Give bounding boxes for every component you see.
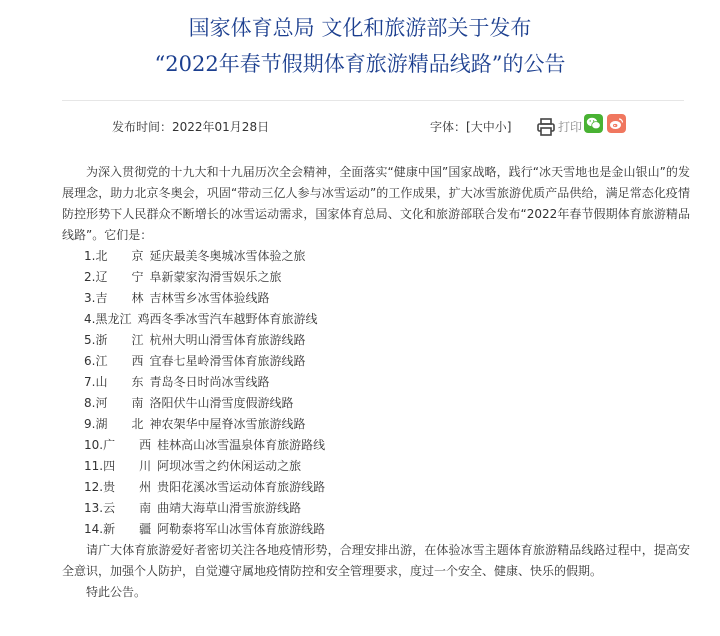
route-name: 宜春七星岭滑雪体育旅游线路 [149,354,306,368]
weibo-share-button[interactable] [607,114,626,133]
route-province: 四 川 [103,459,152,473]
route-item [62,519,690,540]
sign-off: 特此公告。 [86,585,147,599]
share-bar [584,114,626,133]
font-large-link[interactable]: 大 [470,120,483,134]
weibo-icon [609,117,624,130]
route-number: 8. [84,396,96,410]
route-number: 11. [84,459,104,473]
route-province: 江 西 [95,354,144,368]
route-province: 吉 林 [95,291,144,305]
route-number: 6. [84,354,96,368]
publish-date: 发布时间：2022年01月28日 [112,120,270,134]
print-button[interactable] [536,116,582,138]
route-name: 吉林雪乡冰雪体验线路 [149,291,270,305]
route-item [62,456,690,477]
wechat-icon [586,117,601,130]
route-item [62,498,690,519]
route-number: 4. [84,312,96,326]
route-item [62,309,690,330]
route-number: 14. [84,522,104,536]
font-size-label: 字体： [430,120,467,134]
route-number: 1. [84,249,96,263]
route-province: 新 疆 [103,522,152,536]
font-size-control [430,116,511,138]
font-bracket-open: [ [466,120,471,134]
route-number: 5. [84,333,96,347]
route-number: 9. [84,417,96,431]
printer-icon [536,118,556,136]
route-province: 山 东 [95,375,144,389]
route-province: 浙 江 [95,333,144,347]
route-province: 云 南 [103,501,152,515]
closing-paragraph: 请广大体育旅游爱好者密切关注各地疫情形势，合理安排出游，在体验冰雪主题体育旅游精品线路过程中，提高安全意识，加强个人防护，自觉遵守属地疫情防控和安全管理要求，度过一个安全、健康、快乐的假期。 [62,543,690,578]
route-name: 洛阳伏牛山滑雪度假游线路 [149,396,294,410]
route-item [62,288,690,309]
route-list [62,246,690,540]
route-item [62,393,690,414]
divider [62,100,684,101]
route-item [62,435,690,456]
title-line-2: “2022年春节假期体育旅游精品线路”的公告 [154,52,566,76]
route-name: 阿坝冰雪之约休闲运动之旅 [157,459,302,473]
route-province: 黑龙江 [95,312,132,326]
wechat-share-button[interactable] [584,114,603,133]
route-province: 河 南 [95,396,144,410]
font-bracket-close: ] [506,120,512,134]
route-province: 广 西 [103,438,152,452]
route-province: 贵 州 [103,480,152,494]
route-number: 7. [84,375,96,389]
route-item [62,351,690,372]
route-province: 辽 宁 [95,270,144,284]
route-name: 青岛冬日时尚冰雪线路 [149,375,270,389]
font-medium-link[interactable]: 中 [482,120,495,134]
route-item [62,330,690,351]
route-name: 神农架华中屋脊冰雪旅游线路 [149,417,306,431]
route-item [62,477,690,498]
route-item [62,414,690,435]
route-name: 贵阳花溪冰雪运动体育旅游线路 [157,480,326,494]
font-small-link[interactable]: 小 [494,120,507,134]
route-number: 2. [84,270,96,284]
article-body [62,162,690,603]
route-name: 阜新蒙家沟滑雪娱乐之旅 [149,270,282,284]
intro-paragraph: 为深入贯彻党的十九大和十九届历次全会精神，全面落实“健康中国”国家战略，践行“冰天雪地也是金山银山”的发展理念，助力北京冬奥会，巩固“带动三亿人参与冰雪运动”的工作成果，扩大冰雪旅游优质产品供给，满足常态化疫情防控形势下人民群众不断增长的冰雪运动需求，国家体育总局、文化和旅游部联合发布“2022年春节假期体育旅游精品线路”。它们是： [62,165,690,242]
route-name: 桂林高山冰雪温泉体育旅游路线 [157,438,326,452]
title-line-1: 国家体育总局 文化和旅游部关于发布 [188,16,532,40]
route-name: 曲靖大海草山滑雪旅游线路 [157,501,302,515]
route-item [62,372,690,393]
route-item [62,267,690,288]
page-title [0,10,720,82]
route-number: 13. [84,501,104,515]
print-label: 打印 [558,120,583,134]
route-name: 延庆最美冬奥城冰雪体验之旅 [149,249,306,263]
route-number: 12. [84,480,104,494]
route-number: 10. [84,438,104,452]
route-province: 湖 北 [95,417,144,431]
route-item [62,246,690,267]
route-province: 北 京 [95,249,144,263]
route-name: 杭州大明山滑雪体育旅游线路 [149,333,306,347]
route-name: 鸡西冬季冰雪汽车越野体育旅游线 [137,312,318,326]
route-number: 3. [84,291,96,305]
route-name: 阿勒泰将军山冰雪体育旅游线路 [157,522,326,536]
